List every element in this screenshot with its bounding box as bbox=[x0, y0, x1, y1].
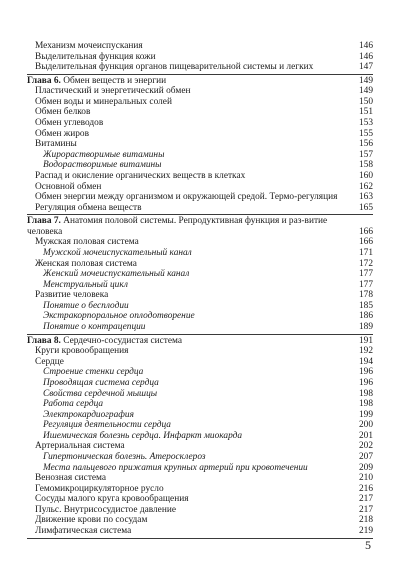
toc-page-number: 199 bbox=[358, 409, 373, 420]
toc-entry-text: Жирорастворимые витамины bbox=[43, 149, 165, 160]
toc-page-number: 202 bbox=[358, 441, 373, 452]
toc-entry-text: Сердечно-сосудистая система bbox=[63, 335, 182, 346]
toc-page-number: 146 bbox=[358, 41, 373, 51]
section-divider bbox=[27, 74, 373, 75]
toc-subsection-entry[interactable] bbox=[27, 248, 373, 259]
toc-entry-text: Движение крови по сосудам bbox=[35, 515, 148, 526]
toc-entry-text: Пластический и энергетический обмен bbox=[35, 86, 191, 97]
toc-entry-text: Понятие о контрацепции bbox=[43, 322, 146, 333]
toc-entry-text: Обмен углеводов bbox=[35, 118, 104, 129]
toc-entry-title bbox=[27, 203, 353, 214]
toc-entry-text: Обмен белков bbox=[35, 107, 91, 118]
toc-subsection-entry[interactable] bbox=[27, 280, 373, 291]
toc-entry-title bbox=[27, 237, 353, 248]
toc-subsection-entry[interactable] bbox=[27, 378, 373, 389]
toc-entry-text: Ишемическая болезнь сердца. Инфаркт миокарда bbox=[43, 430, 243, 441]
toc-entry-title bbox=[27, 420, 353, 431]
toc-entry-title bbox=[27, 160, 353, 171]
toc-entry-text: Выделительная функция кожи bbox=[35, 51, 156, 62]
toc-entry-text: Электрокардиография bbox=[43, 409, 134, 420]
toc-page-number: 219 bbox=[358, 526, 373, 537]
toc-entry-text: Витамины bbox=[35, 139, 77, 150]
toc-section-entry[interactable] bbox=[27, 107, 373, 118]
toc-section-entry[interactable] bbox=[27, 171, 373, 182]
toc-entry-title bbox=[27, 515, 353, 526]
toc-section-entry[interactable] bbox=[27, 494, 373, 505]
section-divider bbox=[27, 334, 373, 335]
toc-entry-text: Анатомия половой системы. Репродуктивная функция и раз-витие человека bbox=[27, 216, 328, 237]
table-of-contents bbox=[27, 41, 373, 540]
toc-entry-text: Лимфатическая система bbox=[35, 526, 132, 537]
toc-page-number: 218 bbox=[358, 515, 373, 526]
toc-subsection-entry[interactable] bbox=[27, 160, 373, 171]
toc-subsection-entry[interactable] bbox=[27, 399, 373, 410]
toc-subsection-entry[interactable] bbox=[27, 431, 373, 442]
chapter-label: Глава 8. bbox=[27, 335, 61, 346]
toc-page-number: 210 bbox=[358, 473, 373, 484]
toc-entry-text: Регуляция обмена веществ bbox=[35, 202, 142, 213]
toc-section-entry[interactable] bbox=[27, 357, 373, 368]
toc-section-entry[interactable] bbox=[27, 473, 373, 484]
toc-page-number: 196 bbox=[358, 367, 373, 378]
toc-section-entry[interactable] bbox=[27, 505, 373, 516]
toc-page-number: 166 bbox=[358, 237, 373, 248]
chapter-heading[interactable] bbox=[27, 76, 373, 87]
toc-entry-title bbox=[27, 86, 353, 97]
toc-page-number: 201 bbox=[358, 430, 373, 441]
toc-entry-title bbox=[27, 367, 353, 378]
toc-entry-text: Обмен жиров bbox=[35, 128, 90, 139]
toc-section-entry[interactable] bbox=[27, 182, 373, 193]
toc-section-entry[interactable] bbox=[27, 484, 373, 495]
toc-entry-title bbox=[27, 473, 353, 484]
toc-entry-title bbox=[27, 322, 353, 333]
toc-entry-title bbox=[27, 216, 353, 237]
toc-entry-text: Понятие о бесплодии bbox=[43, 300, 129, 311]
toc-entry-text: Развитие человека bbox=[35, 290, 109, 301]
toc-entry-title bbox=[27, 463, 353, 474]
toc-entry-title bbox=[27, 41, 353, 52]
toc-entry-title bbox=[27, 410, 353, 421]
toc-page-number: 163 bbox=[358, 192, 373, 203]
toc-entry-text: Венозная система bbox=[35, 473, 107, 484]
toc-entry-title bbox=[27, 441, 353, 452]
toc-entry-text: Пульс. Внутрисосудистое давление bbox=[35, 504, 176, 515]
toc-entry-title bbox=[27, 494, 353, 505]
toc-page-number: 157 bbox=[358, 149, 373, 160]
toc-entry-title bbox=[27, 505, 353, 516]
toc-entry-text: Круги кровообращения bbox=[35, 346, 129, 357]
toc-entry-text: Водорастворимые витамины bbox=[43, 160, 162, 171]
toc-entry-title bbox=[27, 301, 353, 312]
toc-entry-title bbox=[27, 97, 353, 108]
toc-section-entry[interactable] bbox=[27, 441, 373, 452]
toc-entry-text: Обмен веществ и энергии bbox=[63, 75, 167, 86]
toc-page-number: 166 bbox=[358, 226, 373, 237]
toc-entry-text: Сосуды малого круга кровообращения bbox=[35, 494, 189, 505]
toc-page-number: 207 bbox=[358, 451, 373, 462]
toc-section-entry[interactable] bbox=[27, 86, 373, 97]
toc-page-number: 156 bbox=[358, 139, 373, 150]
toc-entry-text: Выделительная функция органов пищеварительной системы и легких bbox=[35, 62, 314, 73]
toc-page-number: 186 bbox=[358, 311, 373, 322]
toc-entry-title bbox=[27, 52, 353, 63]
toc-page-number: 151 bbox=[358, 107, 373, 118]
toc-entry-title bbox=[27, 182, 353, 193]
toc-page-number: 171 bbox=[358, 247, 373, 258]
section-divider bbox=[27, 538, 373, 539]
toc-subsection-entry[interactable] bbox=[27, 150, 373, 161]
toc-entry-text: Работа сердца bbox=[43, 399, 104, 410]
toc-entry-text: Сердце bbox=[35, 356, 64, 367]
chapter-label: Глава 7. bbox=[27, 216, 61, 227]
toc-subsection-entry[interactable] bbox=[27, 420, 373, 431]
toc-page-number: 149 bbox=[358, 75, 373, 86]
toc-page-number: 146 bbox=[358, 51, 373, 62]
toc-section-entry[interactable] bbox=[27, 62, 373, 73]
chapter-heading[interactable] bbox=[27, 216, 373, 237]
toc-entry-title bbox=[27, 452, 353, 463]
toc-page-number: 217 bbox=[358, 504, 373, 515]
toc-page-number: 150 bbox=[358, 96, 373, 107]
toc-subsection-entry[interactable] bbox=[27, 410, 373, 421]
toc-entry-text: Мужская половая система bbox=[35, 237, 139, 248]
toc-subsection-entry[interactable] bbox=[27, 367, 373, 378]
toc-entry-text: Женская половая система bbox=[35, 258, 137, 269]
toc-entry-text: Экстракорпоральное оплодотворение bbox=[43, 311, 195, 322]
toc-section-entry[interactable] bbox=[27, 139, 373, 150]
toc-subsection-entry[interactable] bbox=[27, 269, 373, 280]
toc-page-number: 149 bbox=[358, 86, 373, 97]
toc-entry-title bbox=[27, 378, 353, 389]
toc-entry-title bbox=[27, 269, 353, 280]
toc-page-number: 200 bbox=[358, 420, 373, 431]
toc-page-number: 217 bbox=[358, 494, 373, 505]
toc-section-entry[interactable] bbox=[27, 290, 373, 301]
toc-section-entry[interactable] bbox=[27, 192, 373, 203]
toc-entry-title bbox=[27, 290, 353, 301]
toc-page-number: 155 bbox=[358, 128, 373, 139]
toc-page-number: 198 bbox=[358, 399, 373, 410]
toc-entry-title bbox=[27, 118, 353, 129]
toc-entry-text: Обмен энергии между организмом и окружающей средой. Термо-регуляция bbox=[35, 192, 338, 203]
toc-section-entry[interactable] bbox=[27, 118, 373, 129]
chapter-heading[interactable] bbox=[27, 336, 373, 347]
toc-entry-title bbox=[27, 311, 353, 322]
toc-entry-title bbox=[27, 259, 353, 270]
toc-page-number: 147 bbox=[358, 62, 373, 73]
toc-section-entry[interactable] bbox=[27, 259, 373, 270]
toc-entry-text: Распад и окисление органических веществ в клетках bbox=[35, 170, 246, 181]
toc-subsection-entry[interactable] bbox=[27, 311, 373, 322]
toc-entry-title bbox=[27, 107, 353, 118]
toc-subsection-entry[interactable] bbox=[27, 322, 373, 333]
toc-section-entry[interactable] bbox=[27, 346, 373, 357]
toc-page-number: 158 bbox=[358, 160, 373, 171]
toc-entry-text: Женский мочеиспускательный канал bbox=[43, 269, 190, 280]
toc-entry-title bbox=[27, 248, 353, 259]
toc-page-number: 160 bbox=[358, 170, 373, 181]
toc-entry-title bbox=[27, 150, 353, 161]
toc-page-number: 177 bbox=[358, 279, 373, 290]
toc-entry-title bbox=[27, 62, 353, 73]
toc-page-number: 162 bbox=[358, 181, 373, 192]
chapter-label: Глава 6. bbox=[27, 75, 61, 86]
toc-section-entry[interactable] bbox=[27, 515, 373, 526]
toc-page-number: 198 bbox=[358, 388, 373, 399]
toc-entry-text: Менструальный цикл bbox=[43, 279, 128, 290]
toc-page-number: 185 bbox=[358, 300, 373, 311]
toc-entry-text: Строение стенки сердца bbox=[43, 367, 144, 378]
toc-page-number: 165 bbox=[358, 202, 373, 213]
toc-entry-title bbox=[27, 280, 353, 291]
toc-entry-title bbox=[27, 389, 353, 400]
toc-section-entry[interactable] bbox=[27, 129, 373, 140]
toc-entry-text: Места пальцевого прижатия крупных артерий при кровотечении bbox=[43, 462, 308, 473]
toc-entry-text: Свойства сердечной мышцы bbox=[43, 388, 158, 399]
toc-entry-text: Регуляция деятельности сердца bbox=[43, 420, 171, 431]
toc-entry-title bbox=[27, 139, 353, 150]
toc-page-number: 153 bbox=[358, 118, 373, 129]
toc-entry-title bbox=[27, 192, 353, 203]
toc-entry-title bbox=[27, 171, 353, 182]
toc-page-number: 192 bbox=[358, 346, 373, 357]
toc-entry-title bbox=[27, 336, 353, 347]
toc-page-number: 196 bbox=[358, 377, 373, 388]
toc-entry-text: Обмен воды и минеральных солей bbox=[35, 96, 172, 107]
toc-section-entry[interactable] bbox=[27, 52, 373, 63]
toc-section-entry[interactable] bbox=[27, 203, 373, 214]
page-number: 5 bbox=[365, 538, 371, 552]
toc-entry-text: Механизм мочеиспускания bbox=[35, 41, 143, 51]
toc-section-entry[interactable] bbox=[27, 526, 373, 537]
toc-entry-title bbox=[27, 346, 353, 357]
toc-section-entry[interactable] bbox=[27, 237, 373, 248]
toc-section-entry[interactable] bbox=[27, 41, 373, 52]
toc-entry-text: Гемомикроциркуляторное русло bbox=[35, 483, 164, 494]
toc-subsection-entry[interactable] bbox=[27, 301, 373, 312]
toc-page-number: 177 bbox=[358, 269, 373, 280]
toc-entry-title bbox=[27, 431, 353, 442]
toc-page-number: 191 bbox=[358, 335, 373, 346]
toc-subsection-entry[interactable] bbox=[27, 463, 373, 474]
toc-page-number: 209 bbox=[358, 462, 373, 473]
toc-entry-title bbox=[27, 399, 353, 410]
toc-entry-title bbox=[27, 357, 353, 368]
toc-page-number: 178 bbox=[358, 290, 373, 301]
toc-entry-text: Мужской мочеиспускательный канал bbox=[43, 247, 192, 258]
toc-entry-text: Проводящая система сердца bbox=[43, 377, 159, 388]
toc-entry-title bbox=[27, 129, 353, 140]
toc-page-number: 172 bbox=[358, 258, 373, 269]
toc-entry-title bbox=[27, 484, 353, 495]
toc-entry-title bbox=[27, 526, 353, 537]
toc-subsection-entry[interactable] bbox=[27, 389, 373, 400]
toc-entry-text: Гипертоническая болезнь. Атеросклероз bbox=[43, 451, 206, 462]
toc-entry-title bbox=[27, 76, 353, 87]
toc-entry-text: Основной обмен bbox=[35, 181, 102, 192]
toc-page-number: 194 bbox=[358, 356, 373, 367]
toc-page-number: 216 bbox=[358, 483, 373, 494]
toc-subsection-entry[interactable] bbox=[27, 452, 373, 463]
toc-page-number: 189 bbox=[358, 322, 373, 333]
toc-entry-text: Артериальная система bbox=[35, 441, 125, 452]
toc-section-entry[interactable] bbox=[27, 97, 373, 108]
